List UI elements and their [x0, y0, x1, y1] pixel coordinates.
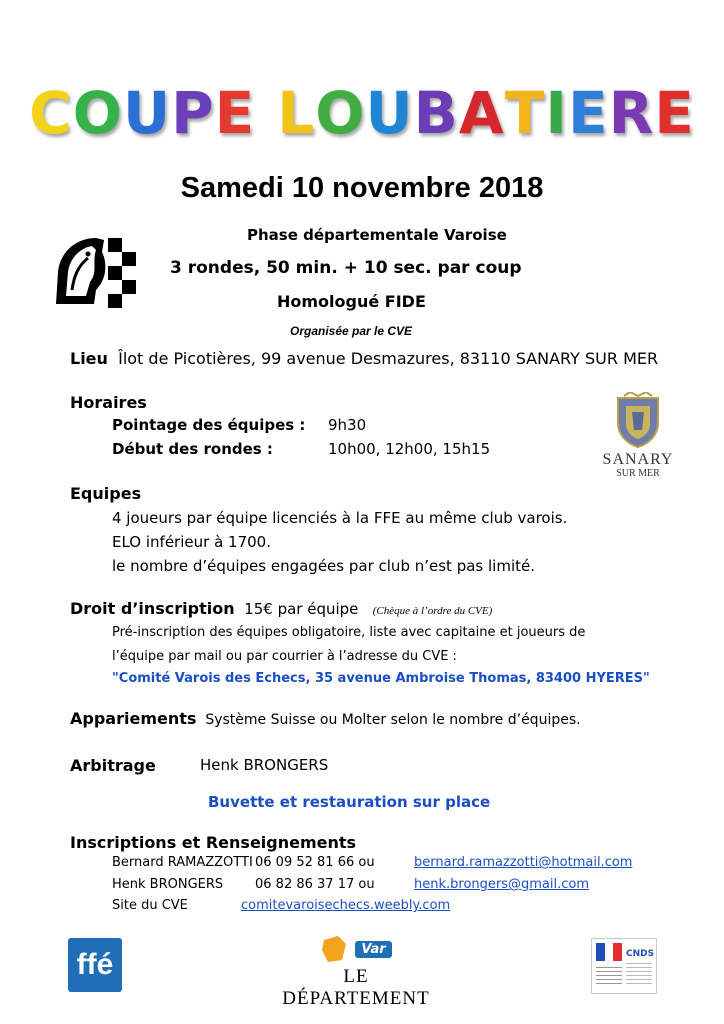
title-letter: E [567, 79, 609, 147]
title-letter: O [72, 79, 124, 147]
event-date: Samedi 10 novembre 2018 [180, 172, 544, 204]
var-emblem [320, 934, 391, 964]
title-letter: T [504, 79, 546, 147]
arbitrage-label: Arbitrage [70, 756, 156, 775]
cnds-text-block [626, 963, 652, 987]
equipes-line-2: ELO inférieur à 1700. [112, 533, 271, 551]
title-letter: U [365, 79, 414, 147]
appariements-row [70, 709, 581, 728]
equipes-line-3: le nombre d’équipes engagées par club n’est pas limité. [112, 557, 535, 575]
title-letter: E [214, 79, 256, 147]
cnds-text: CNDS [626, 949, 655, 959]
buvette-text: Buvette et restauration sur place [208, 793, 491, 811]
contact-row [112, 855, 253, 870]
contact-email-link[interactable]: henk.brongers@gmail.com [414, 877, 590, 892]
sanary-crest-icon [614, 392, 662, 448]
horaires-row-2-name: Début des rondes : [112, 440, 273, 458]
inscription-row [70, 599, 492, 618]
contact-email-link[interactable]: bernard.ramazzotti@hotmail.com [414, 855, 633, 870]
title-letter: A [458, 79, 505, 147]
sanary-logo [596, 392, 680, 487]
var-shape-icon [320, 934, 350, 964]
horaires-row-2-value: 10h00, 12h00, 15h15 [328, 440, 491, 458]
title-letter: U [123, 79, 172, 147]
french-flag-icon [596, 943, 622, 961]
title-letter: B [413, 79, 459, 147]
homologation-text: Homologué FIDE [277, 292, 426, 311]
lieu-label: Lieu [70, 349, 108, 368]
title-letter: R [608, 79, 655, 147]
inscription-note: (Chèque à l’ordre du CVE) [372, 605, 493, 617]
contacts-label: Inscriptions et Renseignements [70, 833, 357, 852]
inscription-line-2: l’équipe par mail ou par courrier à l’adresse du CVE : [112, 649, 457, 664]
var-badge: Var [355, 941, 391, 958]
lieu-value: Îlot de Picotières, 99 avenue Desmazures, 83110 SANARY SUR MER [118, 349, 659, 368]
sanary-name: SANARY [602, 451, 674, 468]
title-letter: E [654, 79, 695, 147]
horaires-label: Horaires [70, 393, 147, 412]
horaires-row-1-value: 9h30 [328, 416, 367, 434]
sanary-sub: SUR MER [616, 468, 660, 479]
var-departement-logo [281, 934, 431, 1009]
ministry-text-block [596, 967, 622, 987]
lieu-row [70, 349, 658, 368]
title-letter: C [29, 79, 73, 147]
arbitrage-value: Henk BRONGERS [200, 756, 329, 774]
contact-phone: 06 09 52 81 66 ou [255, 855, 375, 870]
cve-website-link[interactable]: comitevaroisechecs.weebly.com [241, 898, 451, 913]
phase-text: Phase départementale Varoise [247, 226, 507, 244]
horaires-row-1-name: Pointage des équipes : [112, 416, 306, 434]
cve-address: "Comité Varois des Echecs, 35 avenue Ambroise Thomas, 83400 HYERES" [112, 671, 650, 686]
contact-name: Site du CVE [112, 898, 188, 913]
appariements-label: Appariements [70, 709, 197, 728]
title-letter: L [277, 79, 316, 147]
inscription-price: 15€ par équipe [244, 600, 359, 618]
ffe-logo: ffé [68, 938, 122, 992]
equipes-label: Equipes [70, 484, 142, 503]
inscription-label: Droit d’inscription [70, 599, 235, 618]
equipes-line-1: 4 joueurs par équipe licenciés à la FFE au même club varois. [112, 509, 568, 527]
title-letter: O [315, 79, 366, 147]
inscription-line-1: Pré-inscription des équipes obligatoire, liste avec capitaine et joueurs de [112, 625, 586, 640]
departement-text: LE DÉPARTEMENT [282, 966, 430, 1009]
contact-name: Bernard RAMAZZOTTI [112, 855, 253, 870]
chess-knight-logo [48, 232, 140, 312]
title-letter: I [545, 79, 568, 147]
page-title [0, 78, 724, 148]
appariements-value: Système Suisse ou Molter selon le nombre d’équipes. [205, 712, 581, 728]
cnds-logo [591, 938, 657, 994]
contact-name: Henk BRONGERS [112, 877, 224, 892]
rounds-text: 3 rondes, 50 min. + 10 sec. par coup [170, 258, 522, 278]
title-letter: P [171, 79, 215, 147]
contact-phone: 06 82 86 37 17 ou [255, 877, 375, 892]
organizer-text: Organisée par le CVE [290, 324, 413, 338]
